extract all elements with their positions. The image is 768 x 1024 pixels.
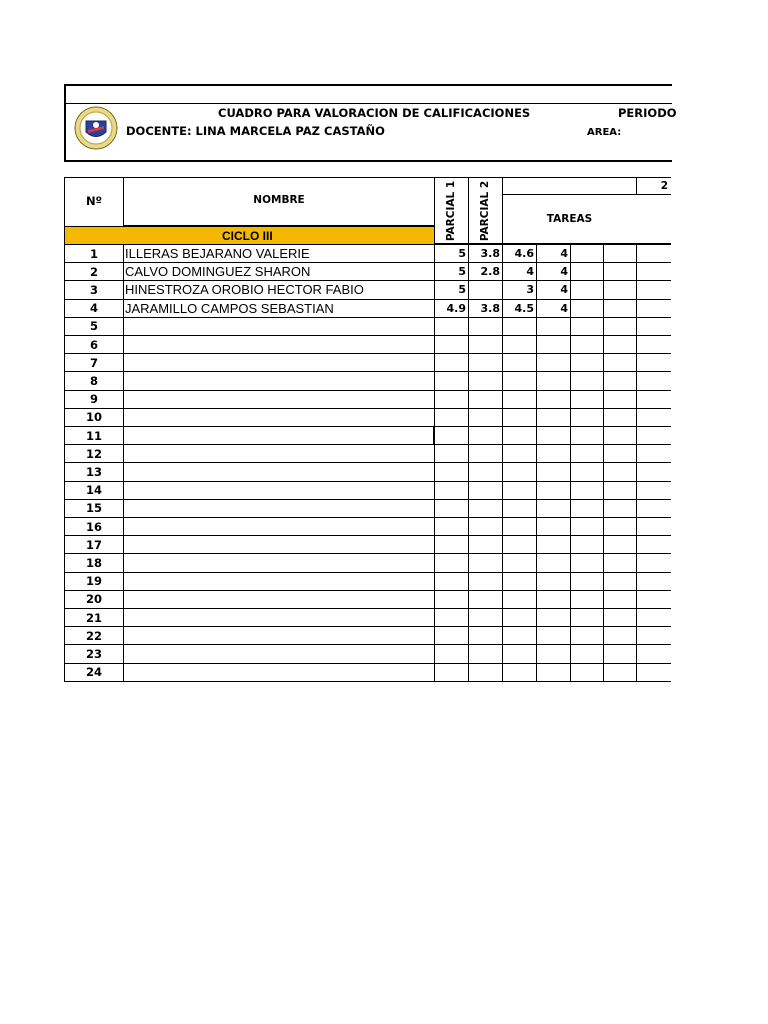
student-name-cell[interactable]	[123, 644, 435, 663]
student-name-cell[interactable]	[123, 663, 435, 682]
parcial-1-cell[interactable]: 4.9	[434, 299, 469, 318]
parcial-1-cell[interactable]	[434, 608, 469, 627]
tarea-5-cell[interactable]	[636, 462, 671, 481]
parcial-2-cell[interactable]	[468, 481, 503, 500]
row-number: 4	[64, 299, 124, 318]
tarea-3-cell[interactable]	[570, 262, 604, 281]
parcial-1-cell[interactable]	[434, 390, 469, 409]
tarea-3-cell[interactable]	[570, 481, 604, 500]
tarea-1-cell[interactable]	[502, 390, 537, 409]
tarea-3-cell[interactable]	[570, 390, 604, 409]
row-number: 20	[64, 590, 124, 609]
tarea-3-cell[interactable]	[570, 280, 604, 299]
parcial-1-cell[interactable]: 5	[434, 262, 469, 281]
parcial-1-cell[interactable]	[434, 644, 469, 663]
column-header-parcial-1	[434, 177, 469, 244]
report-title: CUADRO PARA VALORACION DE CALIFICACIONES	[218, 106, 531, 120]
tarea-5-cell[interactable]	[636, 280, 671, 299]
student-name-cell[interactable]	[123, 317, 435, 336]
tarea-2-cell[interactable]	[536, 553, 571, 572]
tarea-2-cell[interactable]	[536, 644, 571, 663]
column-header-parcial-2-text: PARCIAL 2	[479, 180, 492, 241]
tarea-1-cell[interactable]	[502, 444, 537, 463]
row-number: 16	[64, 517, 124, 536]
tarea-3-cell[interactable]	[570, 663, 604, 682]
parcial-2-cell[interactable]	[468, 335, 503, 354]
parcial-2-cell[interactable]	[468, 553, 503, 572]
tarea-3-cell[interactable]	[570, 426, 604, 445]
tarea-5-cell[interactable]	[636, 353, 671, 372]
student-name-cell[interactable]	[123, 517, 435, 536]
tarea-5-cell[interactable]	[636, 663, 671, 682]
tarea-2-cell[interactable]	[536, 572, 571, 591]
tarea-2-cell[interactable]	[536, 481, 571, 500]
tarea-4-cell[interactable]	[603, 608, 637, 627]
row-number: 13	[64, 462, 124, 481]
ciclo-text: CICLO III	[222, 228, 273, 243]
parcial-1-cell[interactable]	[434, 444, 469, 463]
tarea-5-cell[interactable]	[636, 244, 671, 263]
tarea-1-cell[interactable]	[502, 572, 537, 591]
row-number: 3	[64, 280, 124, 299]
tareas-top-left	[502, 177, 637, 195]
student-name-cell[interactable]	[123, 353, 435, 372]
tarea-1-cell[interactable]	[502, 517, 537, 536]
tarea-4-cell[interactable]	[603, 499, 637, 518]
column-header-nombre: NOMBRE	[123, 177, 435, 226]
tarea-1-cell[interactable]: 4	[502, 262, 537, 281]
tarea-4-cell[interactable]	[603, 299, 637, 318]
tarea-2-cell[interactable]	[536, 499, 571, 518]
student-name-cell[interactable]	[123, 535, 435, 554]
student-name-cell[interactable]	[123, 390, 435, 409]
grades-table	[64, 177, 671, 685]
tarea-2-cell[interactable]	[536, 626, 571, 645]
tarea-2-cell[interactable]	[536, 517, 571, 536]
tarea-4-cell[interactable]	[603, 481, 637, 500]
tarea-3-cell[interactable]	[570, 335, 604, 354]
tarea-2-cell[interactable]: 4	[536, 280, 571, 299]
parcial-1-cell[interactable]	[434, 408, 469, 427]
parcial-2-cell[interactable]	[468, 499, 503, 518]
tarea-5-cell[interactable]	[636, 317, 671, 336]
tarea-1-cell[interactable]: 3	[502, 280, 537, 299]
tarea-4-cell[interactable]	[603, 335, 637, 354]
student-name-cell[interactable]	[123, 608, 435, 627]
tarea-2-cell[interactable]	[536, 535, 571, 554]
parcial-2-cell[interactable]	[468, 408, 503, 427]
tarea-3-cell[interactable]	[570, 553, 604, 572]
parcial-2-cell[interactable]	[468, 280, 503, 299]
row-number: 12	[64, 444, 124, 463]
student-name-cell[interactable]	[123, 626, 435, 645]
tarea-4-cell[interactable]	[603, 390, 637, 409]
parcial-1-cell[interactable]	[434, 499, 469, 518]
tarea-3-cell[interactable]	[570, 408, 604, 427]
student-name-cell[interactable]	[123, 553, 435, 572]
top-right-number: 2	[636, 177, 671, 195]
parcial-1-cell[interactable]	[434, 353, 469, 372]
report-header	[64, 84, 677, 162]
tarea-1-cell[interactable]	[502, 590, 537, 609]
parcial-2-cell[interactable]	[468, 572, 503, 591]
parcial-2-cell[interactable]	[468, 426, 503, 445]
tarea-4-cell[interactable]	[603, 535, 637, 554]
area-label: AREA:	[587, 127, 622, 138]
tarea-1-cell[interactable]	[502, 462, 537, 481]
tarea-5-cell[interactable]	[636, 590, 671, 609]
row-number: 2	[64, 262, 124, 281]
row-number: 19	[64, 572, 124, 591]
docente-label: DOCENTE: LINA MARCELA PAZ CASTAÑO	[126, 124, 385, 138]
tarea-2-cell[interactable]	[536, 371, 571, 390]
parcial-1-cell[interactable]	[434, 481, 469, 500]
parcial-1-cell[interactable]	[434, 335, 469, 354]
tarea-1-cell[interactable]	[502, 535, 537, 554]
tarea-2-cell[interactable]	[536, 590, 571, 609]
tarea-1-cell[interactable]	[502, 408, 537, 427]
tarea-5-cell[interactable]	[636, 644, 671, 663]
student-name-cell[interactable]	[123, 572, 435, 591]
row-number: 10	[64, 408, 124, 427]
row-number: 9	[64, 390, 124, 409]
tarea-4-cell[interactable]	[603, 517, 637, 536]
parcial-1-cell[interactable]	[434, 517, 469, 536]
row-number: 15	[64, 499, 124, 518]
school-crest-icon	[74, 106, 118, 150]
student-name-cell[interactable]	[123, 590, 435, 609]
parcial-2-cell[interactable]	[468, 371, 503, 390]
parcial-2-cell[interactable]	[468, 535, 503, 554]
tarea-4-cell[interactable]	[603, 262, 637, 281]
parcial-1-cell[interactable]	[434, 590, 469, 609]
student-name-cell[interactable]: ILLERAS BEJARANO VALERIE	[123, 244, 435, 263]
parcial-1-cell[interactable]	[434, 626, 469, 645]
parcial-2-cell[interactable]	[468, 590, 503, 609]
student-name-cell[interactable]: CALVO DOMINGUEZ SHARON	[123, 262, 435, 281]
parcial-2-cell[interactable]	[468, 663, 503, 682]
column-header-parcial-2	[468, 177, 503, 244]
tarea-2-cell[interactable]	[536, 353, 571, 372]
tarea-4-cell[interactable]	[603, 280, 637, 299]
row-number: 21	[64, 608, 124, 627]
tarea-3-cell[interactable]	[570, 590, 604, 609]
tarea-3-cell[interactable]	[570, 299, 604, 318]
row-number: 8	[64, 371, 124, 390]
row-number: 6	[64, 335, 124, 354]
parcial-1-cell[interactable]	[434, 572, 469, 591]
parcial-2-cell[interactable]: 3.8	[468, 299, 503, 318]
parcial-2-cell[interactable]	[468, 644, 503, 663]
tarea-1-cell[interactable]	[502, 353, 537, 372]
row-number: 7	[64, 353, 124, 372]
tarea-3-cell[interactable]	[570, 353, 604, 372]
tarea-1-cell[interactable]	[502, 608, 537, 627]
student-name-cell[interactable]: JARAMILLO CAMPOS SEBASTIAN	[123, 299, 435, 318]
parcial-2-cell[interactable]	[468, 608, 503, 627]
row-number: 17	[64, 535, 124, 554]
tarea-5-cell[interactable]	[636, 408, 671, 427]
tarea-1-cell[interactable]	[502, 553, 537, 572]
tarea-4-cell[interactable]	[603, 317, 637, 336]
ciclo-label	[64, 226, 435, 245]
tarea-4-cell[interactable]	[603, 626, 637, 645]
row-number: 23	[64, 644, 124, 663]
tarea-5-cell[interactable]	[636, 371, 671, 390]
student-name-cell[interactable]	[123, 371, 435, 390]
tarea-4-cell[interactable]	[603, 408, 637, 427]
tarea-2-cell[interactable]: 4	[536, 299, 571, 318]
tarea-5-cell[interactable]	[636, 426, 671, 445]
parcial-2-cell[interactable]: 3.8	[468, 244, 503, 263]
tarea-3-cell[interactable]	[570, 244, 604, 263]
parcial-1-cell[interactable]: 5	[434, 280, 469, 299]
tarea-5-cell[interactable]	[636, 608, 671, 627]
tarea-2-cell[interactable]	[536, 335, 571, 354]
parcial-2-cell[interactable]	[468, 517, 503, 536]
tarea-1-cell[interactable]: 4.5	[502, 299, 537, 318]
tarea-3-cell[interactable]	[570, 644, 604, 663]
tarea-4-cell[interactable]	[603, 426, 637, 445]
row-number: 11	[64, 426, 124, 445]
tarea-5-cell[interactable]	[636, 499, 671, 518]
tarea-5-cell[interactable]	[636, 262, 671, 281]
tarea-3-cell[interactable]	[570, 499, 604, 518]
tarea-2-cell[interactable]	[536, 317, 571, 336]
tarea-2-cell[interactable]	[536, 390, 571, 409]
tarea-1-cell[interactable]	[502, 663, 537, 682]
tarea-2-cell[interactable]: 4	[536, 244, 571, 263]
tarea-1-cell[interactable]: 4.6	[502, 244, 537, 263]
row-number: 1	[64, 244, 124, 263]
tarea-1-cell[interactable]	[502, 335, 537, 354]
parcial-2-cell[interactable]	[468, 317, 503, 336]
tarea-1-cell[interactable]	[502, 371, 537, 390]
tarea-4-cell[interactable]	[603, 644, 637, 663]
tarea-3-cell[interactable]	[570, 626, 604, 645]
tarea-3-cell[interactable]	[570, 444, 604, 463]
parcial-2-cell[interactable]	[468, 462, 503, 481]
parcial-1-cell[interactable]	[434, 462, 469, 481]
tarea-1-cell[interactable]	[502, 481, 537, 500]
tarea-5-cell[interactable]	[636, 517, 671, 536]
tarea-1-cell[interactable]	[502, 499, 537, 518]
tarea-2-cell[interactable]	[536, 426, 571, 445]
parcial-1-cell[interactable]	[434, 371, 469, 390]
tarea-1-cell[interactable]	[502, 644, 537, 663]
tarea-5-cell[interactable]	[636, 626, 671, 645]
tarea-1-cell[interactable]	[502, 317, 537, 336]
header-divider	[66, 103, 672, 104]
row-number: 24	[64, 663, 124, 682]
tarea-4-cell[interactable]	[603, 444, 637, 463]
tarea-2-cell[interactable]	[536, 608, 571, 627]
tarea-2-cell[interactable]	[536, 444, 571, 463]
tarea-4-cell[interactable]	[603, 572, 637, 591]
tarea-5-cell[interactable]	[636, 553, 671, 572]
column-header-parcial-1-text: PARCIAL 1	[445, 180, 458, 241]
student-name-cell[interactable]	[123, 426, 435, 445]
tarea-5-cell[interactable]	[636, 335, 671, 354]
row-number: 14	[64, 481, 124, 500]
parcial-2-cell[interactable]	[468, 444, 503, 463]
tarea-3-cell[interactable]	[570, 371, 604, 390]
parcial-1-cell[interactable]: 5	[434, 244, 469, 263]
column-header-tareas: TAREAS	[502, 194, 671, 244]
parcial-1-cell[interactable]	[434, 317, 469, 336]
parcial-1-cell[interactable]	[434, 426, 469, 445]
tarea-2-cell[interactable]	[536, 408, 571, 427]
tarea-3-cell[interactable]	[570, 517, 604, 536]
tarea-2-cell[interactable]	[536, 462, 571, 481]
tarea-4-cell[interactable]	[603, 353, 637, 372]
student-name-cell[interactable]	[123, 481, 435, 500]
student-name-cell[interactable]	[123, 335, 435, 354]
parcial-1-cell[interactable]	[434, 553, 469, 572]
student-name-cell[interactable]: HINESTROZA OROBIO HECTOR FABIO	[123, 280, 435, 299]
student-name-cell[interactable]	[123, 462, 435, 481]
tarea-5-cell[interactable]	[636, 299, 671, 318]
tarea-5-cell[interactable]	[636, 444, 671, 463]
tarea-4-cell[interactable]	[603, 244, 637, 263]
row-number: 5	[64, 317, 124, 336]
tarea-5-cell[interactable]	[636, 535, 671, 554]
tarea-5-cell[interactable]	[636, 390, 671, 409]
tarea-3-cell[interactable]	[570, 572, 604, 591]
parcial-2-cell[interactable]	[468, 626, 503, 645]
tarea-4-cell[interactable]	[603, 371, 637, 390]
student-name-cell[interactable]	[123, 408, 435, 427]
row-number: 18	[64, 553, 124, 572]
tarea-2-cell[interactable]	[536, 663, 571, 682]
row-number: 22	[64, 626, 124, 645]
tarea-4-cell[interactable]	[603, 553, 637, 572]
tarea-2-cell[interactable]: 4	[536, 262, 571, 281]
tarea-3-cell[interactable]	[570, 462, 604, 481]
parcial-2-cell[interactable]: 2.8	[468, 262, 503, 281]
periodo-label: PERIODO	[618, 106, 677, 120]
parcial-2-cell[interactable]	[468, 390, 503, 409]
parcial-1-cell[interactable]	[434, 535, 469, 554]
tarea-5-cell[interactable]	[636, 481, 671, 500]
tarea-4-cell[interactable]	[603, 663, 637, 682]
parcial-1-cell[interactable]	[434, 663, 469, 682]
tarea-3-cell[interactable]	[570, 317, 604, 336]
tarea-4-cell[interactable]	[603, 590, 637, 609]
student-name-cell[interactable]	[123, 444, 435, 463]
student-name-cell[interactable]	[123, 499, 435, 518]
tarea-1-cell[interactable]	[502, 426, 537, 445]
column-header-number: Nº	[64, 177, 124, 244]
tarea-1-cell[interactable]	[502, 626, 537, 645]
tarea-5-cell[interactable]	[636, 572, 671, 591]
tarea-4-cell[interactable]	[603, 462, 637, 481]
tarea-3-cell[interactable]	[570, 608, 604, 627]
tarea-3-cell[interactable]	[570, 535, 604, 554]
parcial-2-cell[interactable]	[468, 353, 503, 372]
